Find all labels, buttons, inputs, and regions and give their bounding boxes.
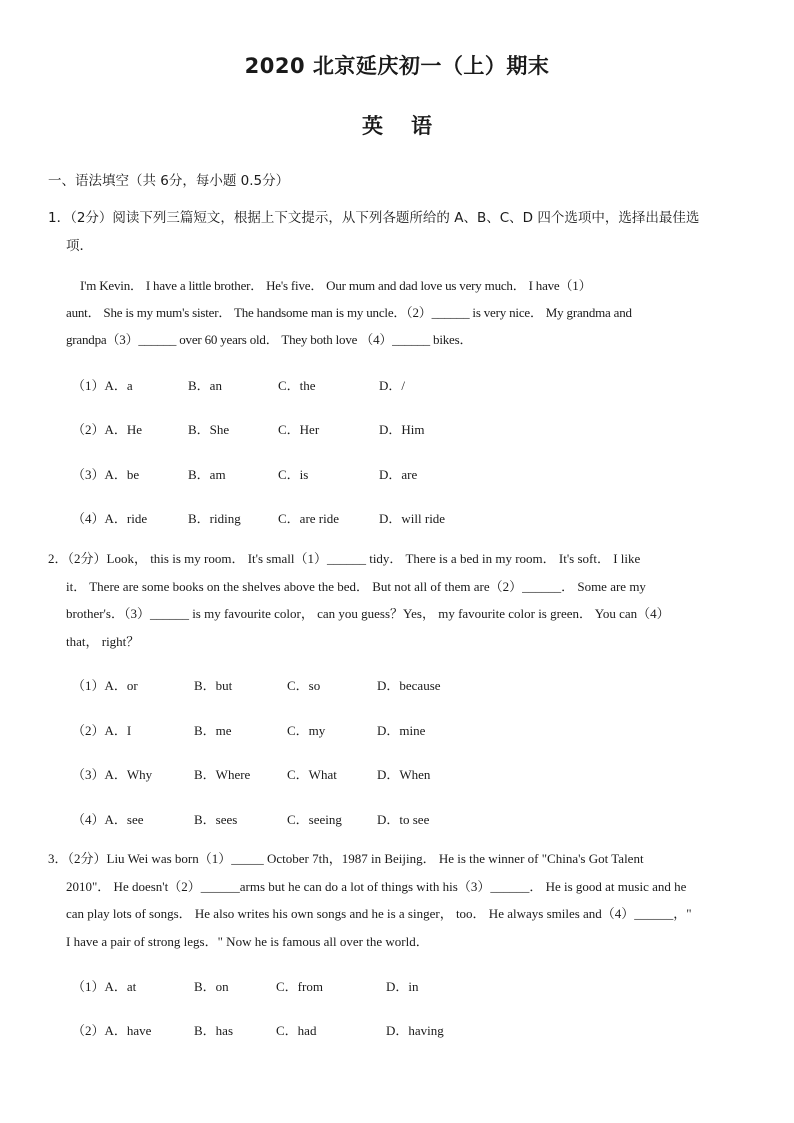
option-b[interactable]: B．She — [188, 422, 230, 437]
option-a[interactable]: （3）A．Why — [72, 767, 153, 782]
option-c[interactable]: C．Her — [278, 422, 320, 437]
option-a[interactable]: （2）A．have — [72, 1023, 152, 1038]
option-d[interactable]: D．When — [377, 767, 431, 782]
subject-title: 英语 — [362, 114, 460, 138]
option-c[interactable]: C．had — [276, 1023, 317, 1038]
passage-line: it． There are some books on the shelves above the bed． But not all of them are（2）______． Some are my — [66, 578, 646, 594]
passage-line: I'm Kevin． I have a little brother． He's five． Our mum and dad love us very much． I have（1） — [80, 278, 592, 293]
passage-line: 2010"． He doesn't（2）______arms but he can do a lot of things with his（3）______． He is good at music and he — [66, 878, 687, 894]
option-c[interactable]: C．so — [287, 678, 321, 693]
option-a[interactable]: （1）A．or — [72, 678, 138, 693]
question-1-heading — [48, 204, 738, 260]
option-a[interactable]: （2）A．He — [72, 422, 143, 437]
question-1-line: 1．（2分）阅读下列三篇短文，根据上下文提示，从下列各题所给的 A、B、C、D 四个选项中，选择出最佳选 — [48, 210, 700, 226]
option-d[interactable]: D．Him — [379, 422, 425, 437]
question-1-passage — [66, 272, 726, 353]
option-d[interactable]: D．to see — [377, 812, 430, 827]
option-b[interactable]: B．sees — [194, 812, 238, 827]
option-c[interactable]: C．my — [287, 723, 326, 738]
passage-line: that， right？ — [66, 633, 140, 649]
option-d[interactable]: D．will ride — [379, 511, 446, 526]
option-a[interactable]: （4）A．see — [72, 812, 144, 827]
passage-line: grandpa（3）______ over 60 years old． They both love （4）______ bikes． — [66, 332, 473, 347]
option-a[interactable]: （4）A．ride — [72, 511, 148, 526]
option-b[interactable]: B．on — [194, 979, 229, 994]
option-b[interactable]: B．am — [188, 467, 226, 482]
option-b[interactable]: B．riding — [188, 511, 241, 526]
option-d[interactable]: D．/ — [379, 378, 406, 393]
option-c[interactable]: C．What — [287, 767, 337, 782]
passage-line: brother's．（3）______ is my favourite color， can you guess？Yes， my favourite color is green． You can（4） — [66, 606, 670, 621]
option-a[interactable]: （1）A．at — [72, 979, 137, 994]
question-1-line: 项． — [66, 238, 93, 254]
option-b[interactable]: B．but — [194, 678, 233, 693]
option-a[interactable]: （1）A．a — [72, 378, 133, 393]
section-heading: 一、语法填空（共 6分，每小题 0.5分） — [48, 173, 290, 189]
passage-line: can play lots of songs． He also writes his own songs and he is a singer， too． He always smiles and（4）______，" — [66, 906, 692, 921]
option-c[interactable]: C．seeing — [287, 812, 342, 827]
page-title: 2020 北京延庆初一（上）期末 — [244, 54, 550, 78]
option-a[interactable]: （2）A．I — [72, 723, 132, 738]
question-2-passage — [48, 545, 748, 655]
option-d[interactable]: D．are — [379, 467, 418, 482]
passage-line: 2．（2分）Look， this is my room． It's small（1）______ tidy． There is a bed in my room． It's soft． I like — [48, 551, 641, 566]
option-b[interactable]: B．Where — [194, 767, 251, 782]
option-c[interactable]: C．are ride — [278, 511, 340, 526]
question-3-passage — [48, 845, 748, 955]
passage-line: I have a pair of strong legs．" Now he is famous all over the world． — [66, 933, 429, 949]
option-b[interactable]: B．has — [194, 1023, 234, 1038]
passage-line: aunt． She is my mum's sister． The handsome man is my uncle．（2）______ is very nice． My grandma and — [66, 305, 632, 320]
option-a[interactable]: （3）A．be — [72, 467, 140, 482]
option-b[interactable]: B．an — [188, 378, 222, 393]
passage-line: 3．（2分）Liu Wei was born（1）_____ October 7th，1987 in Beijing． He is the winner of "China's Got Talent — [48, 851, 644, 866]
option-d[interactable]: D．because — [377, 678, 441, 693]
option-c[interactable]: C．is — [278, 467, 309, 482]
option-b[interactable]: B．me — [194, 723, 232, 738]
option-d[interactable]: D．having — [386, 1023, 444, 1038]
option-d[interactable]: D．mine — [377, 723, 426, 738]
option-d[interactable]: D．in — [386, 979, 419, 994]
option-c[interactable]: C．from — [276, 979, 323, 994]
option-c[interactable]: C．the — [278, 378, 316, 393]
